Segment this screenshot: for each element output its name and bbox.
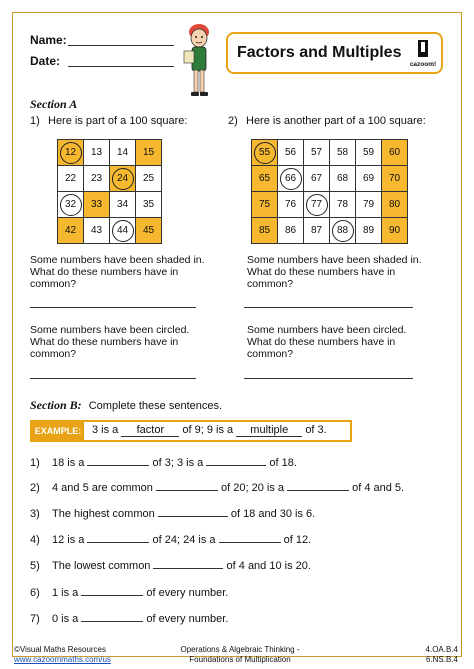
q1-number: 1) xyxy=(30,115,40,127)
circled-number: 24 xyxy=(112,168,134,190)
q2-shaded-question: Some numbers have been shaded in. What do these numbers have in common? xyxy=(247,254,422,290)
question-text: 12 is a xyxy=(52,534,88,546)
hundred-square-grid-2 xyxy=(251,139,408,244)
question-number: 2) xyxy=(30,482,40,494)
answer-blank[interactable] xyxy=(287,481,349,491)
grid-cell: 57 xyxy=(304,140,330,166)
footer-center: Operations & Algebraic Thinking - Foundations of Multiplication xyxy=(180,645,300,664)
grid-cell: 87 xyxy=(304,218,330,244)
grid-cell: 35 xyxy=(136,192,162,218)
sentence-question xyxy=(30,481,404,494)
grid-cell: 78 xyxy=(330,192,356,218)
grid-cell: 13 xyxy=(84,140,110,166)
grid-cell: 69 xyxy=(356,166,382,192)
example-sentence: 3 is a factor of 9; 9 is a multiple of 3. xyxy=(92,424,327,436)
hundred-square-grid-1 xyxy=(57,139,162,244)
circled-number: 44 xyxy=(112,220,134,242)
grid-cell: 65 xyxy=(252,166,278,192)
question-text: of 24; 24 is a xyxy=(149,534,219,546)
sentence-question xyxy=(30,559,311,572)
circled-number: 88 xyxy=(332,220,354,242)
grid-cell: 67 xyxy=(304,166,330,192)
footer-right: 4.OA.B.4 6.NS.B.4 xyxy=(425,645,458,664)
question-number: 7) xyxy=(30,613,40,625)
circled-number: 32 xyxy=(60,194,82,216)
question-text: 1 is a xyxy=(52,587,82,599)
grid-cell: 79 xyxy=(356,192,382,218)
q2-circled-answer-line[interactable] xyxy=(244,378,413,379)
grid-cell: 33 xyxy=(84,192,110,218)
date-label: Date: xyxy=(30,54,61,68)
question-text: of 18 and 30 is 6. xyxy=(227,508,316,520)
question-text: 18 is a xyxy=(52,457,88,469)
example-fill-multiple: multiple xyxy=(236,424,302,437)
question-text: of 12. xyxy=(280,534,312,546)
example-box xyxy=(30,420,352,442)
grid-cell xyxy=(58,140,84,166)
answer-blank[interactable] xyxy=(81,586,143,596)
grid-cell: 76 xyxy=(278,192,304,218)
answer-blank[interactable] xyxy=(206,456,266,466)
grid-cell: 25 xyxy=(136,166,162,192)
question-text: of every number. xyxy=(143,587,229,599)
grid-row xyxy=(252,166,408,192)
grid-cell: 42 xyxy=(58,218,84,244)
sentence-question xyxy=(30,507,315,520)
grid-cell: 80 xyxy=(382,192,408,218)
grid-row xyxy=(58,140,162,166)
sentence-question xyxy=(30,612,228,625)
question-text: 0 is a xyxy=(52,613,82,625)
section-b-heading: Section B: xyxy=(30,398,82,412)
example-tag: EXAMPLE: xyxy=(32,422,84,440)
grid-cell: 23 xyxy=(84,166,110,192)
answer-blank[interactable] xyxy=(158,507,228,517)
question-text: of 4 and 10 is 20. xyxy=(223,560,311,572)
question-number: 5) xyxy=(30,560,40,572)
grid-row xyxy=(58,166,162,192)
grid-cell: 45 xyxy=(136,218,162,244)
grid-cell xyxy=(278,166,304,192)
grid-row xyxy=(252,140,408,166)
question-text: of 4 and 5. xyxy=(349,482,405,494)
q2-shaded-answer-line[interactable] xyxy=(244,307,413,308)
girl-mascot-illustration xyxy=(178,18,220,106)
q2-number: 2) xyxy=(228,115,238,127)
section-b-header xyxy=(30,398,222,413)
grid-cell: 14 xyxy=(110,140,136,166)
example-fill-factor: factor xyxy=(121,424,179,437)
title-box xyxy=(226,32,443,74)
cazoom-logo xyxy=(409,38,437,68)
question-number: 3) xyxy=(30,508,40,520)
grid-row xyxy=(58,192,162,218)
grid-cell: 22 xyxy=(58,166,84,192)
q1-circled-question: Some numbers have been circled. What do these numbers have in common? xyxy=(30,324,190,360)
question-text: of 3; 3 is a xyxy=(149,457,207,469)
grid-cell: 70 xyxy=(382,166,408,192)
grid-cell: 89 xyxy=(356,218,382,244)
grid-row xyxy=(252,218,408,244)
answer-blank[interactable] xyxy=(87,456,149,466)
website-link[interactable]: www.cazoommaths.com/us xyxy=(14,654,111,664)
question-text: of every number. xyxy=(143,613,229,625)
name-label: Name: xyxy=(30,33,67,47)
question-text: The highest common xyxy=(52,508,158,520)
q2-circled-question: Some numbers have been circled. What do these numbers have in common? xyxy=(247,324,407,360)
grid-cell: 15 xyxy=(136,140,162,166)
grid-cell: 59 xyxy=(356,140,382,166)
grid-cell: 43 xyxy=(84,218,110,244)
question-text: of 20; 20 is a xyxy=(217,482,288,494)
footer-left: ©Visual Maths Resources www.cazoommaths.com/us xyxy=(14,645,111,664)
grid-row xyxy=(252,192,408,218)
grid-cell: 90 xyxy=(382,218,408,244)
grid-cell: 68 xyxy=(330,166,356,192)
grid-cell xyxy=(110,218,136,244)
page-title: Factors and Multiples xyxy=(237,44,402,61)
circled-number: 12 xyxy=(60,142,82,164)
q1-circled-answer-line[interactable] xyxy=(30,378,196,379)
question-number: 1) xyxy=(30,457,40,469)
answer-blank[interactable] xyxy=(156,481,218,491)
circled-number: 77 xyxy=(306,194,328,216)
answer-blank[interactable] xyxy=(87,533,149,543)
q1-shaded-answer-line[interactable] xyxy=(30,307,196,308)
grid-row xyxy=(58,218,162,244)
sentence-question xyxy=(30,533,311,546)
grid-cell xyxy=(304,192,330,218)
grid-cell xyxy=(330,218,356,244)
sentence-question xyxy=(30,586,228,599)
grid-cell: 60 xyxy=(382,140,408,166)
name-field[interactable] xyxy=(68,45,174,46)
question-number: 4) xyxy=(30,534,40,546)
grid-cell: 86 xyxy=(278,218,304,244)
answer-blank[interactable] xyxy=(153,559,223,569)
section-a-heading: Section A xyxy=(30,97,78,111)
grid-cell xyxy=(252,140,278,166)
grid-cell xyxy=(58,192,84,218)
answer-blank[interactable] xyxy=(219,533,281,543)
question-text: The lowest common xyxy=(52,560,154,572)
grid-cell: 85 xyxy=(252,218,278,244)
answer-blank[interactable] xyxy=(81,612,143,622)
circled-number: 66 xyxy=(280,168,302,190)
section-b-instruction: Complete these sentences. xyxy=(88,400,223,412)
logo-text: cazoom! xyxy=(409,61,437,68)
grid-cell: 58 xyxy=(330,140,356,166)
question-text: of 18. xyxy=(266,457,297,469)
grid-cell: 34 xyxy=(110,192,136,218)
grid-cell xyxy=(110,166,136,192)
question-text: 4 and 5 are common xyxy=(52,482,156,494)
grid-cell: 56 xyxy=(278,140,304,166)
grid-cell: 75 xyxy=(252,192,278,218)
date-field[interactable] xyxy=(68,66,174,67)
q1-shaded-question: Some numbers have been shaded in. What do these numbers have in common? xyxy=(30,254,205,290)
q2-text: Here is another part of a 100 square: xyxy=(246,115,426,127)
question-number: 6) xyxy=(30,587,40,599)
sentence-question xyxy=(30,456,297,469)
q1-text: Here is part of a 100 square: xyxy=(48,115,188,127)
circled-number: 55 xyxy=(254,142,276,164)
